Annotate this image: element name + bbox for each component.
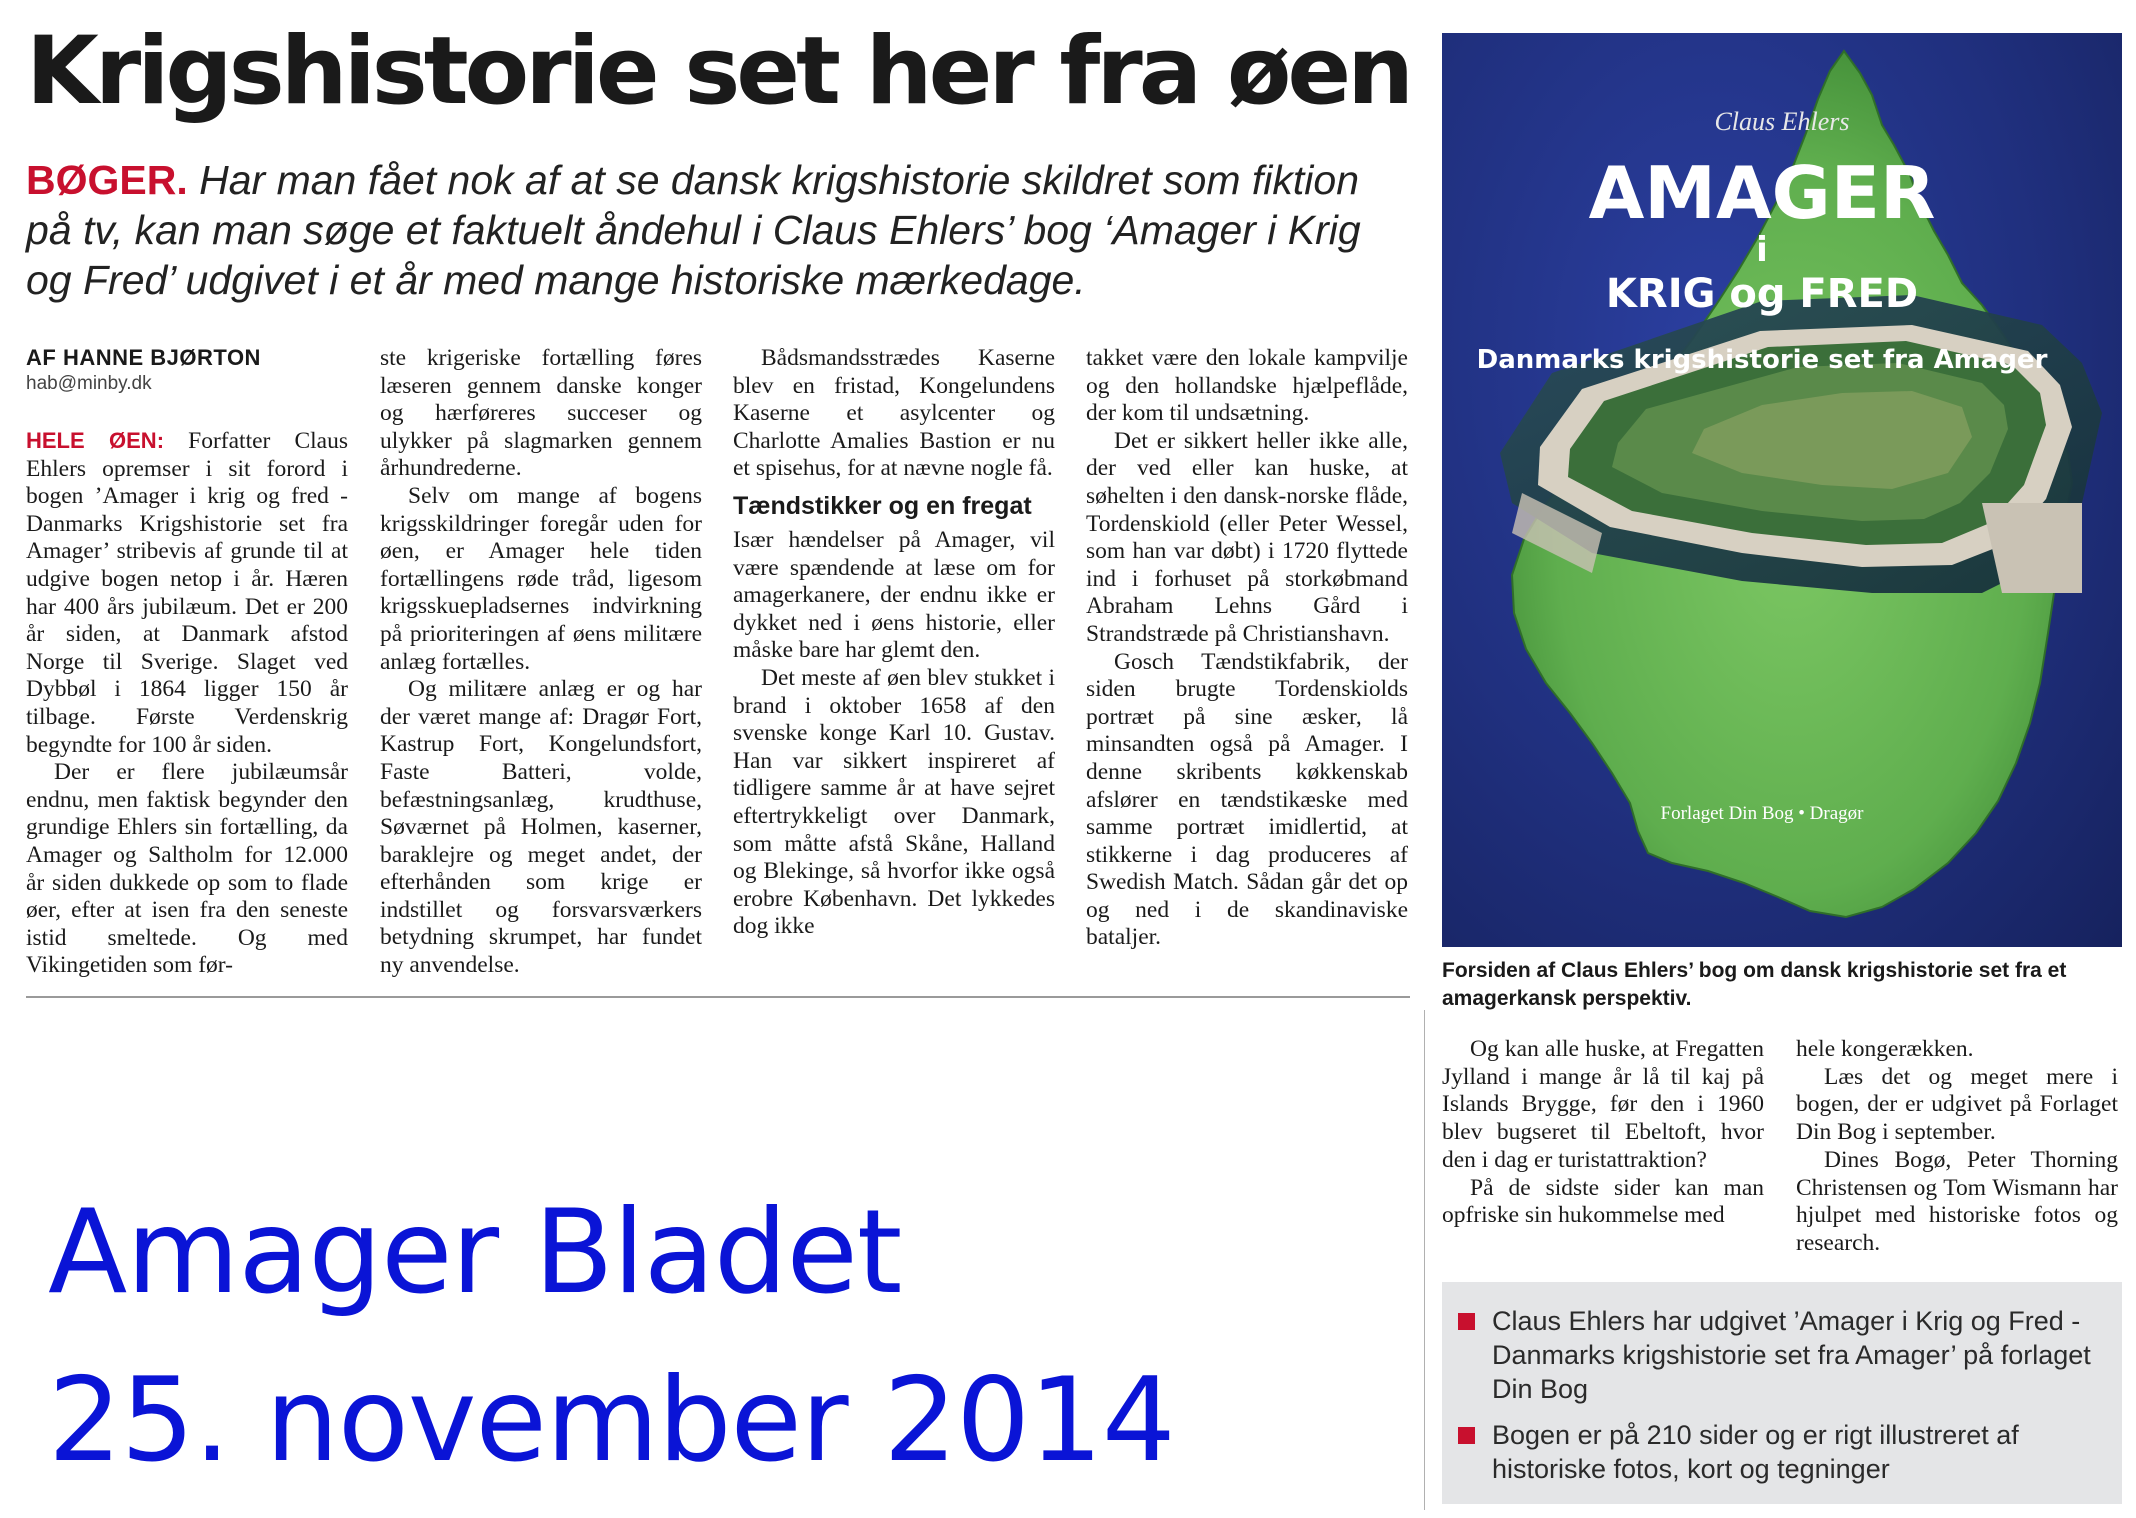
paragraph: Selv om mange af bogens krigsskildringer foregår uden for øen, er Amager hele tiden fortællingens røde tråd, ligesom krigsskuepladsernes indvirkning på prioriteringen af øens militære anlæg fortælles. <box>380 482 702 675</box>
paragraph <box>26 427 348 759</box>
paragraph: Læs det og meget mere i bogen, der er udgivet på Forlaget Din Bog i september. <box>1796 1063 2118 1146</box>
paragraph: Det er sikkert heller ikke alle, der ved eller kan huske, at søhelten i den dansk-norske flåde, Tordenskiold (eller Peter Wessel, som han var døbt) i 1720 flyttede ind i forhuset på storkøbmand Abraham Lehns Gård i Strandstræde på Christianshavn. <box>1086 427 1408 647</box>
source-stamp-title: Amager Bladet <box>48 1185 902 1320</box>
paragraph: Og militære anlæg er og har der været mange af: Dragør Fort, Kastrup Fort, Kongelundsfort, Faste Batteri, volde, befæstningsanlæg, krudthuse, Søværnet på Holmen, kaserner, baraklejre og meget andet, der efterhånden som krige er indstillet og forsvarsværkers betydning skrumpet, har fundet ny anvendelse. <box>380 676 702 979</box>
headline: Krigshistorie set her fra øen <box>26 17 1411 126</box>
byline <box>26 345 261 395</box>
paragraph: Bådsmandsstrædes Kaserne blev en fristad, Kongelundens Kaserne et asylcenter og Charlotte Amalies Bastion er nu et spisehus, for at nævne nogle få. <box>733 345 1055 482</box>
article-column-2 <box>380 345 702 980</box>
paragraph: hele kongerækken. <box>1796 1036 1974 1062</box>
fact-text: Claus Ehlers har udgivet ’Amager i Krig og Fred - Danmarks krigshistorie set fra Amager’ på forlaget Din Bog <box>1492 1306 2091 1404</box>
red-square-bullet-icon <box>1458 1313 1475 1330</box>
article-column-3 <box>733 345 1055 941</box>
fact-item <box>1492 1304 2092 1406</box>
article-column-4 <box>1086 345 1408 952</box>
section-divider <box>26 996 1410 998</box>
cover-title-amager: AMAGER <box>1588 151 1936 235</box>
paragraph: Dines Bogø, Peter Thorning Christensen og Tom Wismann har hjulpet med historiske fotos og research. <box>1796 1146 2118 1256</box>
fact-text: Bogen er på 210 sider og er rigt illustreret af historiske fotos, kort og tegninger <box>1492 1420 2019 1484</box>
image-caption: Forsiden af Claus Ehlers’ bog om dansk krigshistorie set fra et amagerkansk perspektiv. <box>1442 959 2067 1010</box>
red-square-bullet-icon <box>1458 1427 1475 1444</box>
paragraph: På de sidste sider kan man opfriske sin hukommelse med <box>1442 1174 1764 1229</box>
fact-box <box>1442 1282 2122 1504</box>
cover-title-i: i <box>1756 230 1768 270</box>
paragraph-text: Forfatter Claus Ehlers opremser i sit forord i bogen ’Amager i krig og fred - Danmarks Krigshistorie set fra Amager’ stribevis af grunde til at udgive bogen netop i år. Hæren har 400 års jubilæum. Det er 200 år siden, at Danmark afstod Norge til Sverige. Slaget ved Dybbøl i 1864 ligger 150 år tilbage. Første Verdenskrig begyndte for 100 år siden. <box>26 428 348 758</box>
paragraph: ste krigeriske fortælling føres læseren gennem danske konger og hærføreres succeser og ulykker på slagmarken gennem århundrederne. <box>380 345 702 482</box>
column-divider <box>1424 1010 1425 1510</box>
paragraph: Især hændelser på Amager, vil være spændende at læse om for amagerkanere, der endnu ikke er dykket ned i øens historie, eller måske bare har glemt den. <box>733 526 1055 664</box>
article-column-5 <box>1442 1036 1764 1230</box>
cover-title-krig-og-fred: KRIG og FRED <box>1605 271 1919 317</box>
paragraph: Og kan alle huske, at Fregatten Jylland i mange år lå til kaj på Islands Brygge, før den i 1960 blev bugseret til Ebeltoft, hvor den i dag er turistattraktion? <box>1442 1036 1764 1173</box>
author-email[interactable]: hab@minby.dk <box>26 373 152 394</box>
fact-item <box>1492 1418 2092 1486</box>
cover-subtitle: Danmarks krigshistorie set fra Amager <box>1476 345 2048 375</box>
cover-publisher: Forlaget Din Bog • Dragør <box>1660 803 1864 824</box>
subheading: Tændstikker og en fregat <box>733 491 1032 520</box>
section-kicker: BØGER. <box>26 157 188 203</box>
cover-author: Claus Ehlers <box>1714 107 1850 136</box>
paragraph: Der er flere jubilæumsår endnu, men faktisk begynder den grundige Ehlers sin fortælling, da Amager og Saltholm for 12.000 år siden dukkede op som to flade øer, efter at isen fra den seneste istid smeltede. Og med Vikingetiden som før- <box>26 759 348 979</box>
paragraph-lead-label: HELE ØEN: <box>26 428 165 453</box>
paragraph: takket være den lokale kampvilje og den hollandske hjælpeflåde, der kom til undsætning. <box>1086 345 1408 427</box>
article-column-6 <box>1796 1036 2118 1258</box>
book-cover-image <box>1442 33 2122 947</box>
author-name: AF HANNE BJØRTON <box>26 345 261 370</box>
source-stamp-date: 25. november 2014 <box>48 1353 1175 1488</box>
lead-paragraph <box>26 155 1406 305</box>
paragraph: Gosch Tændstikfabrik, der siden brugte Tordenskiolds portræt på sine æsker, lå minsandten også på Amager. I denne skribents køkkenskab afslører en tændstikæske med samme portræt imidlertid, at stikkerne i dag produceres af Swedish Match. Sådan går det op og ned i de skandinaviske bataljer. <box>1086 648 1408 951</box>
lead-text: Har man fået nok af at se dansk krigshistorie skildret som fiktion på tv, kan man søge et faktuelt åndehul i Claus Ehlers’ bog ‘Amager i Krig og Fred’ udgivet i et år med mange historiske mærkedage. <box>26 157 1361 303</box>
article-column-1 <box>26 427 348 980</box>
paragraph: Det meste af øen blev stukket i brand i oktober 1658 af den svenske konge Karl 10. Gustav. Han var sikkert inspireret af tidligere samme år at have sejret eftertrykkeligt over Danmark, som måtte afstå Skåne, Halland og Blekinge, så hvorfor ikke også erobre København. Det lykkedes dog ikke <box>733 664 1055 940</box>
